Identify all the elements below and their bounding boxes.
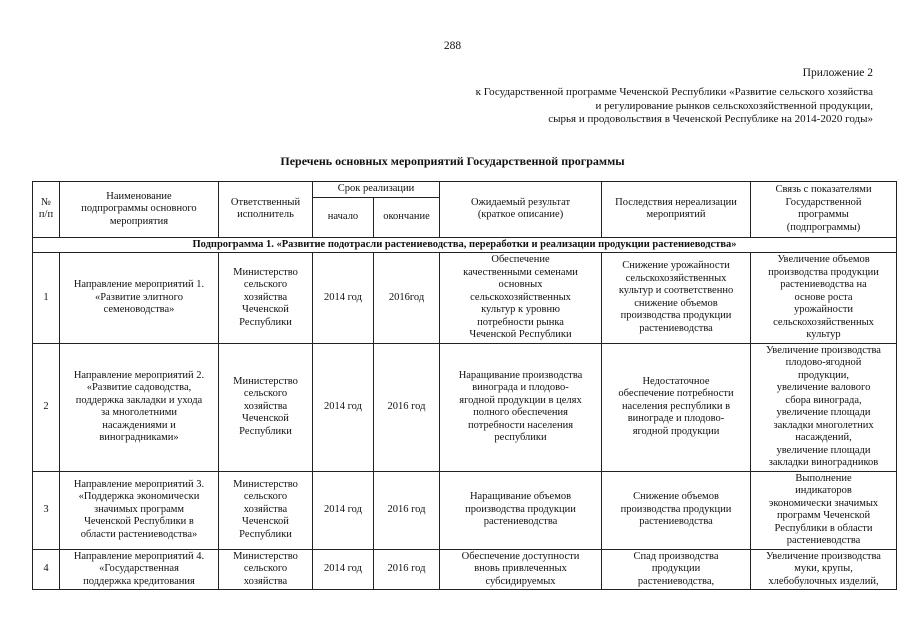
header-period: Срок реализации	[313, 182, 440, 198]
row-consequences: Снижение урожайности сельскохозяйственных культур и соответственно снижение объемов производства продукции растениеводства	[602, 253, 751, 344]
table-row	[33, 253, 897, 344]
row-end: 2016 год	[374, 549, 440, 590]
page-number: 288	[443, 40, 462, 52]
row-executor: Министерство сельского хозяйства	[219, 549, 313, 590]
header-result: Ожидаемый результат (краткое описание)	[440, 182, 602, 238]
row-name: Направление мероприятий 3. «Поддержка экономически значимых программ Чеченской Республики в области растениеводства»	[60, 471, 219, 549]
appendix-label: Приложение 2	[802, 67, 873, 79]
row-name: Направление мероприятий 4. «Государственная поддержка кредитования	[60, 549, 219, 590]
row-num: 2	[33, 343, 60, 471]
row-indicators: Выполнение индикаторов экономически значимых программ Чеченской Республики в области растениеводства	[751, 471, 897, 549]
row-result: Обеспечение качественными семенами основных сельскохозяйственных культур к уровню потребности рынка Чеченской Республики	[440, 253, 602, 344]
header-executor: Ответственный исполнитель	[219, 182, 313, 238]
row-executor: Министерство сельского хозяйства Чеченской Республики	[219, 343, 313, 471]
row-num: 4	[33, 549, 60, 590]
document-title: Перечень основных мероприятий Государственной программы	[280, 154, 625, 168]
row-result: Наращивание производства винограда и плодово- ягодной продукции в целях полного обеспечения потребности населения республики	[440, 343, 602, 471]
row-indicators: Увеличение производства муки, крупы, хлебобулочных изделий,	[751, 549, 897, 590]
row-start: 2014 год	[313, 343, 374, 471]
row-start: 2014 год	[313, 471, 374, 549]
row-end: 2016 год	[374, 343, 440, 471]
row-indicators: Увеличение объемов производства продукции растениеводства на основе роста урожайности сельскохозяйственных культур	[751, 253, 897, 344]
header-indicators: Связь с показателями Государственной программы (подпрограммы)	[751, 182, 897, 238]
row-num: 3	[33, 471, 60, 549]
row-consequences: Спад производства продукции растениеводства,	[602, 549, 751, 590]
appendix-caption	[313, 86, 873, 127]
row-indicators: Увеличение производства плодово-ягодной продукции, увеличение валового сбора винограда, увеличение площади закладки многолетних насаждений, увеличение площади закладки виноградников	[751, 343, 897, 471]
row-start: 2014 год	[313, 253, 374, 344]
table-row	[33, 343, 897, 471]
row-num: 1	[33, 253, 60, 344]
measures-table	[32, 181, 897, 590]
row-name: Направление мероприятий 1. «Развитие элитного семеноводства»	[60, 253, 219, 344]
row-end: 2016год	[374, 253, 440, 344]
row-name: Направление мероприятий 2. «Развитие садоводства, поддержка закладки и ухода за многолетними насаждениями и виноградниками»	[60, 343, 219, 471]
row-start: 2014 год	[313, 549, 374, 590]
row-end: 2016 год	[374, 471, 440, 549]
header-num: № п/п	[33, 182, 60, 238]
header-start: начало	[313, 197, 374, 237]
header-consequences: Последствия нереализации мероприятий	[602, 182, 751, 238]
appendix-line: и регулирование рынков сельскохозяйственной продукции,	[595, 99, 873, 112]
row-consequences: Недостаточное обеспечение потребности населения республики в винограде и плодово- ягодной продукции	[602, 343, 751, 471]
row-result: Обеспечение доступности вновь привлеченных субсидируемых	[440, 549, 602, 590]
header-end: окончание	[374, 197, 440, 237]
table-row	[33, 471, 897, 549]
subprogram-title: Подпрограмма 1. «Развитие подотрасли растениеводства, переработки и реализации продукции растениеводства»	[33, 237, 897, 253]
row-result: Наращивание объемов производства продукции растениеводства	[440, 471, 602, 549]
row-consequences: Снижение объемов производства продукции растениеводства	[602, 471, 751, 549]
row-executor: Министерство сельского хозяйства Чеченской Республики	[219, 253, 313, 344]
header-name: Наименование подпрограммы основного мероприятия	[60, 182, 219, 238]
appendix-line: к Государственной программе Чеченской Республики «Развитие сельского хозяйства	[475, 86, 873, 98]
appendix-line: сырья и продовольствия в Чеченской Республике на 2014-2020 годы»	[548, 113, 873, 125]
row-executor: Министерство сельского хозяйства Чеченской Республики	[219, 471, 313, 549]
table-row	[33, 549, 897, 590]
